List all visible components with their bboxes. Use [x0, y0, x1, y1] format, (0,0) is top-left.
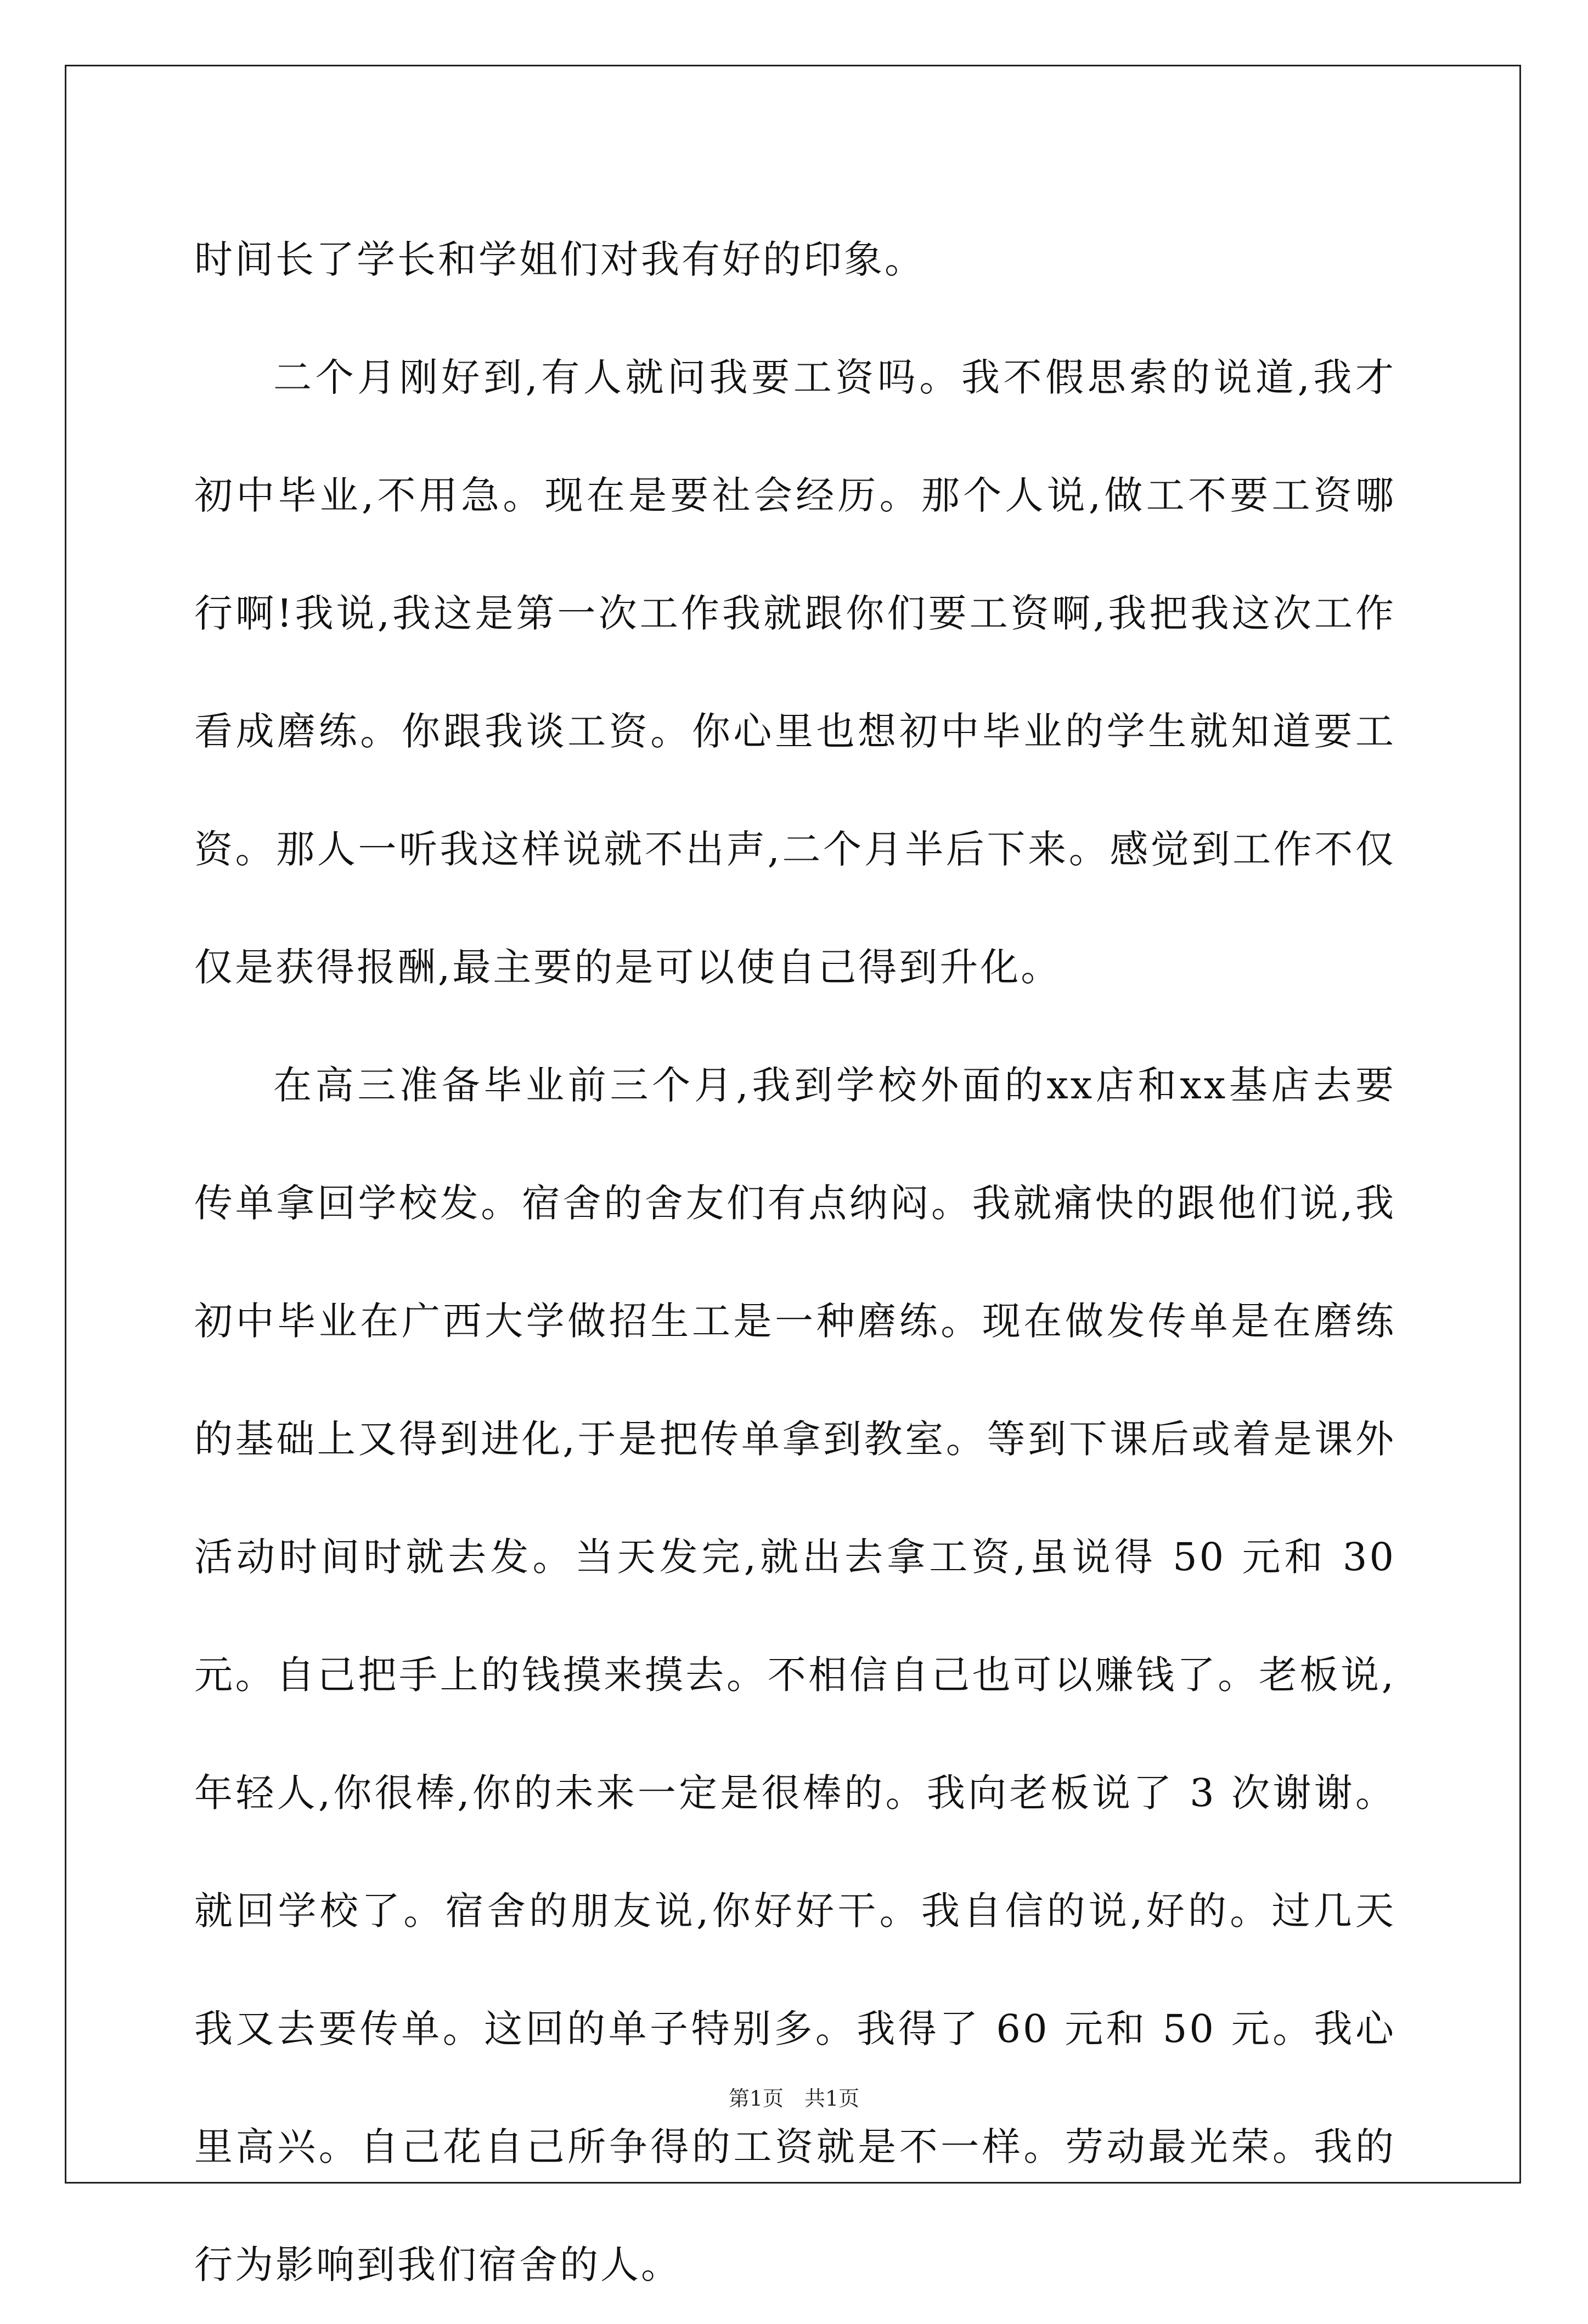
paragraph-1: 时间长了学长和学姐们对我有好的印象。: [194, 237, 925, 282]
paragraph-2: 二个月刚好到,有人就问我要工资吗。我不假思索的说道,我才初中毕业,不用急。现在是要社会经历。那个人说,做工不要工资哪行啊!我说,我这是第一次工作我就跟你们要工资啊,我把我这次工作看成磨练。你跟我谈工资。你心里也想初中毕业的学生就知道要工资。那人一听我这样说就不出声,二个月半后下来。感觉到工作不仅仅是获得报酬,最主要的是可以使自己得到升化。: [194, 355, 1396, 990]
page-number-footer: 第1页 共1页: [728, 2086, 860, 2111]
paragraph-3: 在高三准备毕业前三个月,我到学校外面的xx店和xx基店去要传单拿回学校发。宿舍的舍友们有点纳闷。我就痛快的跟他们说,我初中毕业在广西大学做招生工是一种磨练。现在做发传单是在磨练的基础上又得到进化,于是把传单拿到教室。等到下课后或着是课外活动时间时就去发。当天发完,就出去拿工资,虽说得 50 元和 30 元。自己把手上的钱摸来摸去。不相信自己也可以赚钱了。老板说,年轻人,你很棒,你的未来一定是很棒的。我向老板说了 3 次谢谢。就回学校了。宿舍的朋友说,你好好干。我自信的说,好的。过几天我又去要传单。这回的单子特别多。我得了 60 元和 50 元。我心里高兴。自己花自己所争得的工资就是不一样。劳动最光荣。我的行为影响到我们宿舍的人。: [194, 1063, 1396, 2287]
document-body: [194, 201, 1396, 2324]
